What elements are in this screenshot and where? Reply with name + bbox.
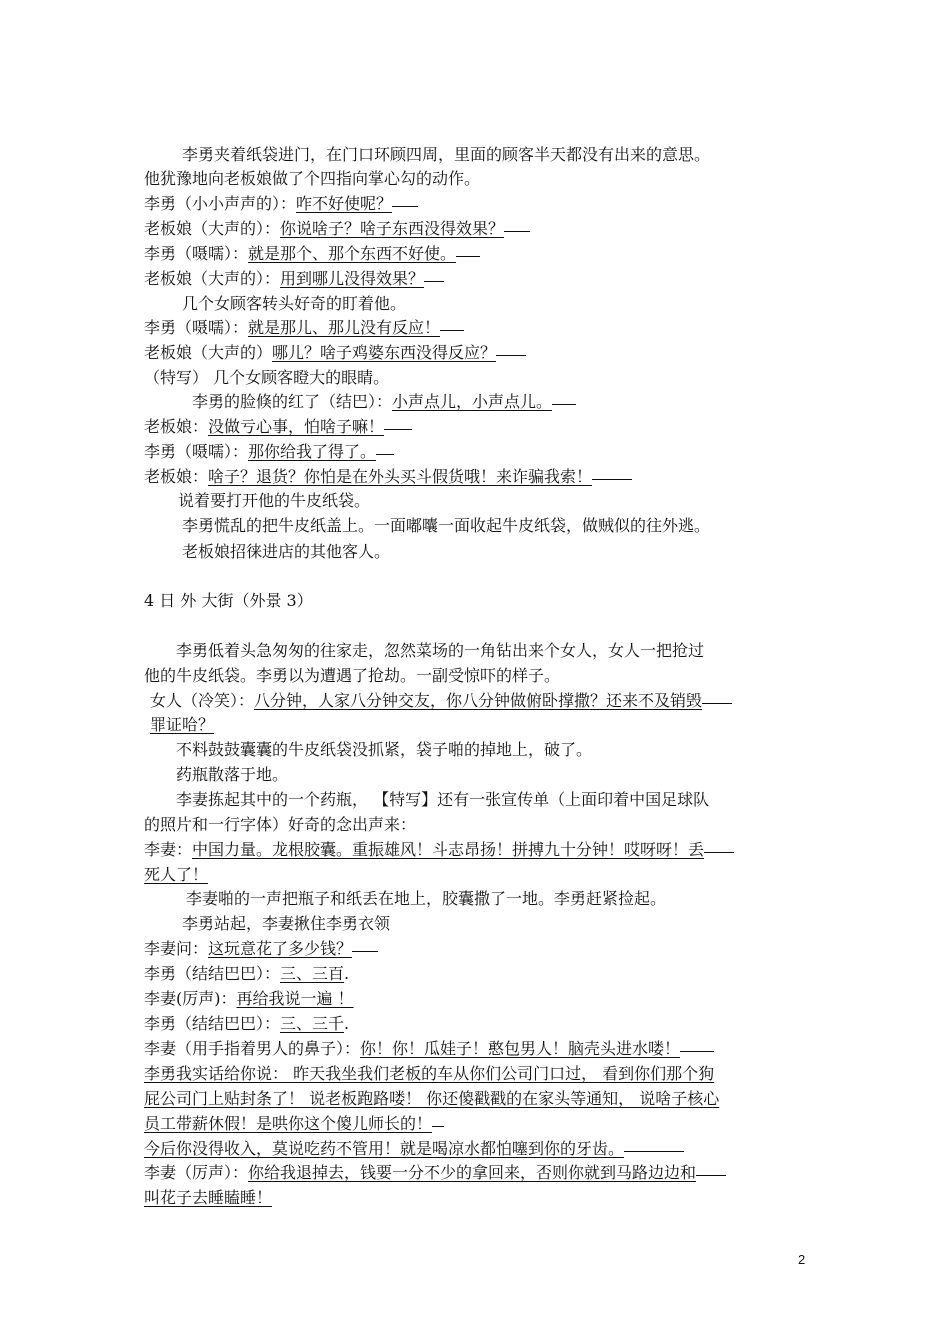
dialogue: 咋不好使呢？: [296, 194, 393, 213]
dialogue: 屁公司门上贴封条了！ 说老板跑路喽！ 你还傻戳戳的在家头等通知， 说啥子核心: [144, 1089, 720, 1108]
dialogue-line: [144, 268, 444, 290]
page-number: 2: [798, 1252, 806, 1267]
dialogue: 没做亏心事，怕啥子嘛！: [208, 417, 385, 436]
text-line: [182, 541, 390, 563]
dialogue-line: [144, 1088, 719, 1110]
dialogue-line: [144, 1138, 684, 1160]
dialogue-line: [144, 466, 632, 488]
speaker: 老板娘（大声的）: [144, 343, 273, 362]
dialogue-line: [144, 1187, 272, 1209]
text-line: [176, 764, 288, 786]
text: 李勇站起，李妻揪住李勇衣领: [182, 914, 391, 933]
dialogue: 死人了！: [144, 865, 209, 884]
text: .: [344, 1014, 350, 1033]
text-line: [144, 168, 480, 190]
dialogue-line: [144, 317, 464, 339]
dialogue-line: [144, 416, 412, 438]
text: 他的牛皮纸袋。李勇以为遭遇了抢劫。一副受惊吓的样子。: [144, 666, 561, 685]
speaker: 老板娘（大声的）：: [144, 219, 281, 238]
dialogue: 就是那个、那个东西不好使。: [248, 244, 457, 263]
dialogue-line: [144, 1162, 726, 1184]
dialogue: 你说啥子？啥子东西没得效果？: [280, 219, 505, 238]
speaker: 老板娘：: [144, 417, 209, 436]
dialogue-line: [144, 243, 480, 265]
speaker: 老板娘（大声的）：: [144, 269, 281, 288]
text-line: [178, 490, 370, 512]
speaker: 李勇的脸倏的红了（结巴）：: [192, 392, 393, 411]
dialogue: 再给我说一遍 ！: [236, 989, 354, 1008]
dialogue-line: [144, 1113, 444, 1135]
text: 不料鼓鼓囊囊的牛皮纸袋没抓紧，袋子啪的掉地上，破了。: [176, 740, 593, 759]
dialogue: 那你给我了得了。: [248, 442, 377, 461]
text: 李勇慌乱的把牛皮纸盖上。一面嘟囔一面收起牛皮纸袋，做贼似的往外逃。: [182, 516, 711, 535]
dialogue: 啥子？退货？你怕是在外头买斗假货哦！来诈骗我索！: [208, 467, 593, 486]
text: 4 日 外 大街（外景 3）: [144, 591, 313, 610]
dialogue-line: [144, 938, 378, 960]
text-line: [144, 665, 560, 687]
text: 李勇夹着纸袋进门，在门口环顾四周，里面的顾客半天都没有出来的意思。: [182, 145, 711, 164]
dialogue: 三、三千: [280, 1014, 345, 1033]
scene-heading: [144, 590, 313, 612]
text: 说着要打开他的牛皮纸袋。: [178, 491, 371, 510]
dialogue: 哪儿？啥子鸡婆东西没得反应？: [272, 343, 497, 362]
text: 李勇低着头急匆匆的往家走，忽然菜场的一角钻出来个女人，女人一把抢过: [176, 641, 705, 660]
text-line: [176, 739, 592, 761]
dialogue-line: [144, 988, 354, 1010]
speaker: 李勇（结结巴巴）：: [144, 964, 281, 983]
text-line: [182, 293, 406, 315]
speaker: 李妻问：: [144, 939, 209, 958]
text-line: [186, 888, 666, 910]
text-line: [144, 814, 416, 836]
speaker: 李妻：: [144, 840, 193, 859]
dialogue-line: [144, 342, 526, 364]
dialogue-line: [150, 714, 214, 736]
text: 李妻拣起其中的一个药瓶， 【特写】还有一张宣传单（上面印着中国足球队: [176, 790, 710, 809]
dialogue-line: [144, 1063, 714, 1085]
dialogue: 三、三百: [280, 964, 345, 983]
dialogue-line: [144, 839, 734, 861]
speaker: 李妻（用手指着男人的鼻子）：: [144, 1039, 361, 1058]
dialogue: 你给我退掉去，钱要一分不少的拿回来，否则你就到马路边边和: [248, 1163, 697, 1182]
speaker: 李勇（小小声声的）：: [144, 194, 297, 213]
dialogue-line: [144, 218, 530, 240]
dialogue-line: [144, 441, 394, 463]
speaker: 女人（冷笑）：: [150, 691, 255, 710]
dialogue: 罪证哈？: [150, 715, 215, 734]
dialogue: 叫花子去睡瞌睡！: [144, 1188, 273, 1207]
text-line: [182, 913, 390, 935]
speaker: 李勇（嗫嚅）：: [144, 442, 249, 461]
text-line: [182, 144, 710, 166]
dialogue: 员工带薪休假！是哄你这个傻儿师长的！: [144, 1114, 433, 1133]
speaker: 李勇（嗫嚅）：: [144, 244, 249, 263]
speaker: 李妻(厉声)：: [144, 989, 237, 1008]
text-line: [176, 789, 709, 811]
text-line: [144, 367, 389, 389]
dialogue: 你！你！瓜娃子！憨包男人！脑壳头进水喽！: [360, 1039, 681, 1058]
text: 几个女顾客转头好奇的盯着他。: [182, 294, 407, 313]
dialogue: 李勇我实话给你说： 昨天我坐我们老板的车从你们公司门口过， 看到你们那个狗: [144, 1064, 715, 1083]
dialogue: 就是那儿、那儿没有反应！: [248, 318, 441, 337]
text: .: [344, 964, 350, 983]
text-line: [176, 640, 704, 662]
speaker: 李勇（结结巴巴）：: [144, 1014, 281, 1033]
text: 药瓶散落于地。: [176, 765, 289, 784]
text: 老板娘招徕进店的其他客人。: [182, 542, 391, 561]
text: 的照片和一行字体）好奇的念出声来：: [144, 815, 417, 834]
dialogue-line: [150, 690, 732, 712]
dialogue: 八分钟，人家八分钟交友，你八分钟做俯卧撑撒？还来不及销毁: [254, 691, 703, 710]
dialogue-line: [144, 963, 349, 985]
dialogue-line: [144, 1038, 714, 1060]
text-line: [182, 515, 710, 537]
dialogue: 小声点儿，小声点儿。: [392, 392, 553, 411]
dialogue-line: [192, 391, 576, 413]
dialogue: 用到哪儿没得效果？: [280, 269, 425, 288]
dialogue-line: [144, 1013, 349, 1035]
text: 他犹豫地向老板娘做了个四指向掌心勾的动作。: [144, 169, 481, 188]
speaker: 李妻（厉声）：: [144, 1163, 249, 1182]
dialogue: 这玩意花了多少钱？: [208, 939, 353, 958]
dialogue-line: [144, 864, 208, 886]
text: （特写） 几个女顾客瞪大的眼睛。: [144, 368, 390, 387]
dialogue: 中国力量。龙根胶囊。重振雄风！斗志昂扬！拼搏九十分钟！哎呀呀！丢: [192, 840, 705, 859]
text: 李妻啪的一声把瓶子和纸丢在地上，胶囊撒了一地。李勇赶紧捡起。: [186, 889, 667, 908]
dialogue: 今后你没得收入，莫说吃药不管用！就是喝凉水都怕噻到你的牙齿。: [144, 1139, 625, 1158]
dialogue-line: [144, 193, 418, 215]
speaker: 老板娘：: [144, 467, 209, 486]
speaker: 李勇（嗫嚅）：: [144, 318, 249, 337]
